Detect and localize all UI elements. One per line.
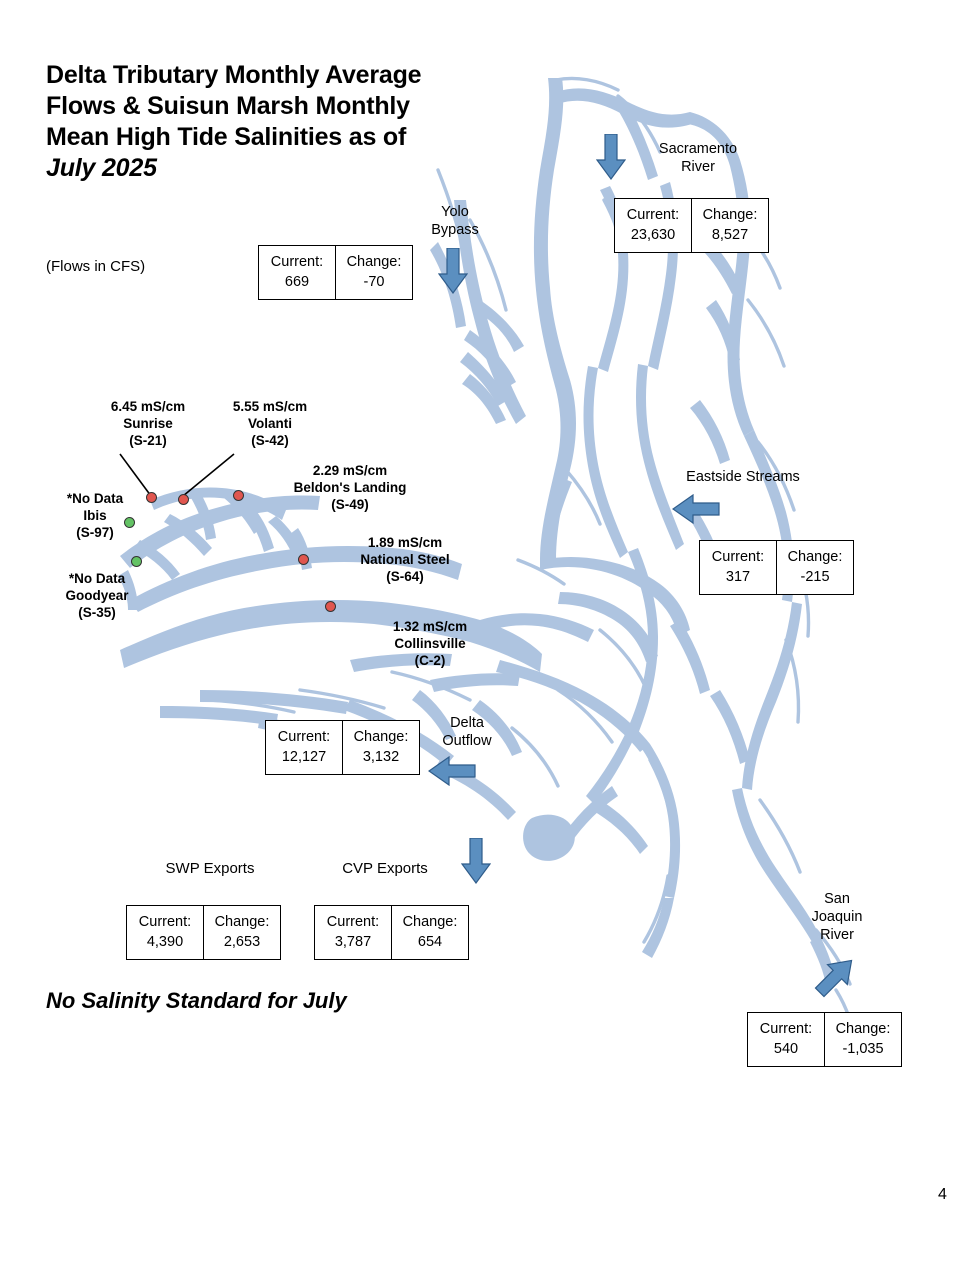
san-joaquin-river-change-value: -1,035 xyxy=(842,1041,884,1057)
station-volanti-value: 5.55 mS/cm xyxy=(232,399,308,414)
title-line-3: Mean High Tide Salinities as of xyxy=(46,123,407,151)
current-label: Current: xyxy=(326,914,380,930)
swp-exports-databox xyxy=(126,905,281,960)
station-ibis-value: *No Data xyxy=(66,491,124,506)
current-label: Current: xyxy=(270,254,324,270)
change-label: Change: xyxy=(346,254,402,270)
cvp-exports-databox xyxy=(314,905,469,960)
station-ibis-marker[interactable] xyxy=(124,517,135,528)
station-sunrise-name: Sunrise xyxy=(123,416,173,431)
station-beldons-landing-name: Beldon's Landing xyxy=(293,480,407,495)
current-label: Current: xyxy=(277,729,331,745)
sacramento-river-databox xyxy=(614,198,769,253)
yolo-bypass-current-cell xyxy=(259,246,336,299)
station-collinsville-label xyxy=(330,618,530,669)
swp-exports-current-value: 4,390 xyxy=(146,934,184,950)
station-national-steel-label xyxy=(305,534,505,585)
cvp-exports-label: CVP Exports xyxy=(342,860,428,877)
eastside-streams-current-cell xyxy=(700,541,777,594)
station-collinsville-id: (C-2) xyxy=(414,653,446,668)
eastside-streams-label xyxy=(668,468,818,486)
san-joaquin-river-current-value: 540 xyxy=(773,1041,799,1057)
station-goodyear-value: *No Data xyxy=(68,571,126,586)
station-collinsville-value: 1.32 mS/cm xyxy=(392,619,468,634)
cvp-exports-change-value: 654 xyxy=(417,934,443,950)
change-label: Change: xyxy=(402,914,458,930)
delta-outflow-current-value: 12,127 xyxy=(281,749,327,765)
current-label: Current: xyxy=(711,549,765,565)
sacramento-river-label xyxy=(628,140,768,176)
delta-outflow-change-cell xyxy=(343,721,419,774)
exports-arrow-down-icon xyxy=(461,838,491,884)
san-joaquin-river-arrow-upright-icon xyxy=(812,952,860,1000)
current-label: Current: xyxy=(759,1021,813,1037)
station-national-steel-name: National Steel xyxy=(360,552,450,567)
delta-outflow-current-cell xyxy=(266,721,343,774)
yolo-bypass-arrow-down-icon xyxy=(438,248,468,294)
station-ibis-label xyxy=(40,490,150,541)
station-beldons-landing-label xyxy=(250,462,450,513)
station-volanti-id: (S-42) xyxy=(251,433,289,448)
delta-outflow-label-line1: Delta xyxy=(450,715,484,731)
sacramento-river-current-value: 23,630 xyxy=(630,227,676,243)
san-joaquin-river-label-line1: San xyxy=(824,891,850,907)
cvp-exports-current-value: 3,787 xyxy=(334,934,372,950)
station-goodyear-id: (S-35) xyxy=(78,605,116,620)
station-volanti-label xyxy=(190,398,350,449)
change-label: Change: xyxy=(702,207,758,223)
eastside-streams-databox xyxy=(699,540,854,595)
swp-exports-change-value: 2,653 xyxy=(223,934,261,950)
delta-outflow-change-value: 3,132 xyxy=(362,749,400,765)
title-date: July 2025 xyxy=(46,154,157,182)
san-joaquin-river-label-line3: River xyxy=(820,927,854,943)
station-goodyear-name: Goodyear xyxy=(65,588,129,603)
station-ibis-name: Ibis xyxy=(83,508,107,523)
san-joaquin-river-label-line2: Joaquin xyxy=(811,909,863,925)
change-label: Change: xyxy=(787,549,843,565)
yolo-bypass-label-line2: Bypass xyxy=(431,222,479,238)
eastside-streams-current-value: 317 xyxy=(725,569,751,585)
station-collinsville-name: Collinsville xyxy=(394,636,466,651)
yolo-bypass-databox xyxy=(258,245,413,300)
yolo-bypass-change-cell xyxy=(336,246,412,299)
delta-outflow-label xyxy=(415,714,519,750)
no-salinity-standard-note: No Salinity Standard for July xyxy=(46,988,347,1013)
station-goodyear-marker[interactable] xyxy=(131,556,142,567)
title-line-1-bold: Monthly Average xyxy=(224,61,422,89)
station-sunrise-id: (S-21) xyxy=(129,433,167,448)
page-number: 4 xyxy=(938,1186,947,1203)
eastside-streams-label-line1: Eastside Streams xyxy=(686,469,800,485)
swp-exports-change-cell xyxy=(204,906,280,959)
delta-outflow-databox xyxy=(265,720,420,775)
current-label: Current: xyxy=(626,207,680,223)
delta-outflow-arrow-left-icon xyxy=(428,756,476,786)
delta-outflow-label-line2: Outflow xyxy=(442,733,492,749)
sacramento-river-arrow-down-icon xyxy=(596,134,626,180)
station-volanti-leader-line xyxy=(178,452,238,500)
current-label: Current: xyxy=(138,914,192,930)
swp-exports-label: SWP Exports xyxy=(165,860,255,877)
station-volanti-marker[interactable] xyxy=(178,494,189,505)
sacramento-river-change-cell xyxy=(692,199,768,252)
station-beldons-landing-id: (S-49) xyxy=(331,497,369,512)
title-line-1 xyxy=(46,60,476,91)
san-joaquin-river-change-cell xyxy=(825,1013,901,1066)
cvp-exports-current-cell xyxy=(315,906,392,959)
eastside-streams-change-cell xyxy=(777,541,853,594)
sacramento-river-change-value: 8,527 xyxy=(711,227,749,243)
sacramento-river-current-cell xyxy=(615,199,692,252)
station-sunrise-value: 6.45 mS/cm xyxy=(110,399,186,414)
san-joaquin-river-databox xyxy=(747,1012,902,1067)
title-line-2: Flows & Suisun Marsh Monthly xyxy=(46,92,410,120)
station-national-steel-id: (S-64) xyxy=(386,569,424,584)
flows-units-note: (Flows in CFS) xyxy=(46,258,146,275)
yolo-bypass-label-line1: Yolo xyxy=(441,204,469,220)
station-goodyear-label xyxy=(32,570,162,621)
sacramento-river-label-line2: River xyxy=(681,159,715,175)
page-title xyxy=(46,60,476,184)
station-ibis-id: (S-97) xyxy=(76,525,114,540)
san-joaquin-river-label xyxy=(790,890,884,944)
cvp-exports-change-cell xyxy=(392,906,468,959)
yolo-bypass-label xyxy=(405,203,505,239)
station-beldons-landing-marker[interactable] xyxy=(233,490,244,501)
station-national-steel-value: 1.89 mS/cm xyxy=(367,535,443,550)
station-national-steel-marker[interactable] xyxy=(298,554,309,565)
sacramento-river-label-line1: Sacramento xyxy=(658,141,738,157)
change-label: Change: xyxy=(353,729,409,745)
title-line-1-plain: Delta Tributary xyxy=(46,61,225,89)
station-collinsville-marker[interactable] xyxy=(325,601,336,612)
san-joaquin-river-current-cell xyxy=(748,1013,825,1066)
station-volanti-name: Volanti xyxy=(247,416,292,431)
swp-exports-current-cell xyxy=(127,906,204,959)
eastside-streams-arrow-left-icon xyxy=(672,494,720,524)
station-beldons-landing-value: 2.29 mS/cm xyxy=(312,463,388,478)
change-label: Change: xyxy=(214,914,270,930)
eastside-streams-change-value: -215 xyxy=(800,569,830,585)
yolo-bypass-change-value: -70 xyxy=(363,274,385,290)
yolo-bypass-current-value: 669 xyxy=(284,274,310,290)
change-label: Change: xyxy=(835,1021,891,1037)
